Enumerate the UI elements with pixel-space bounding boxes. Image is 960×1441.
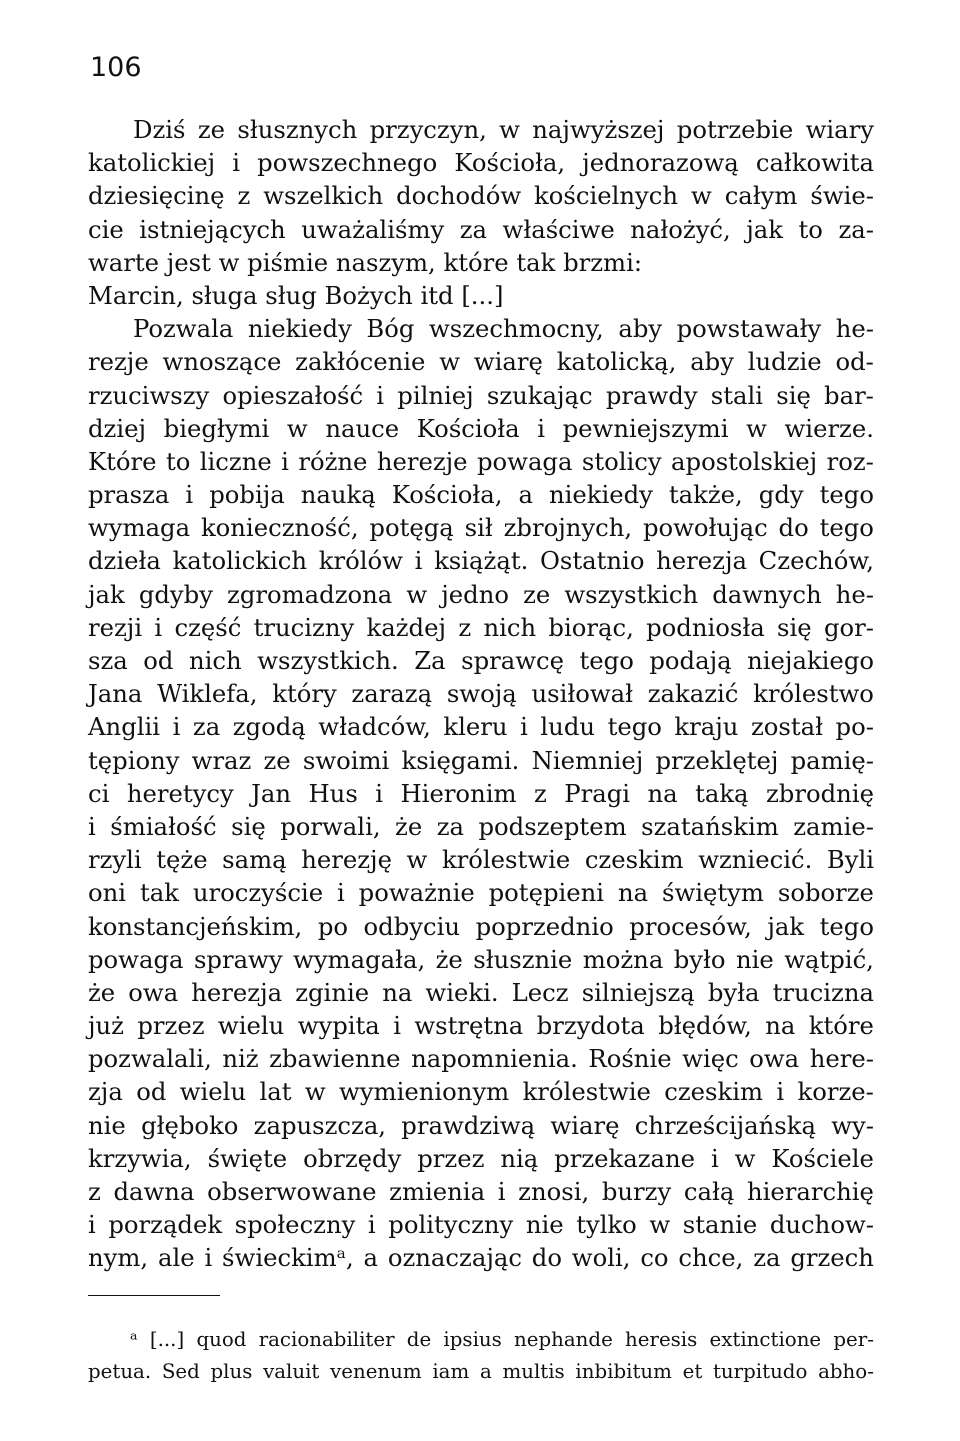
text-line-32: krzywia, święte obrzędy przez nią przekazane i w Kościele — [88, 1143, 874, 1173]
text-line-15: jak gdyby zgromadzona w jedno ze wszystkich dawnych he- — [88, 579, 874, 609]
text-line-26: powaga sprawy wymagała, że słusznie można było nie wątpić, — [88, 944, 874, 974]
text-line-6: Marcin, sługa sług Bożych itd [...] — [88, 280, 504, 310]
footnote-line-2: petua. Sed plus valuit venenum iam a multis inbibitum et turpitudo abho- — [88, 1360, 874, 1383]
text-line-8: rezje wnoszące zakłócenie w wiarę katolicką, aby ludzie od- — [88, 347, 874, 377]
text-line-2: katolickiej i powszechnego Kościoła, jednorazową całkowita — [88, 148, 874, 178]
page-number: 106 — [90, 52, 142, 83]
text-line-1: Dziś ze słusznych przyczyn, w najwyższej potrzebie wiary — [133, 115, 874, 144]
text-line-17: sza od nich wszystkich. Za sprawcę tego podają niejakiego — [88, 646, 874, 675]
text-line-11: Które to liczne i różne herezje powaga stolicy apostolskiej roz- — [88, 446, 874, 476]
text-line-23: rzyli tęże samą herezję w królestwie czeskim wzniecić. Byli — [88, 845, 874, 875]
footnote-line-1: ᵃ [...] quod racionabiliter de ipsius nephande heresis extinctione per- — [130, 1328, 874, 1351]
text-line-28: już przez wielu wypita i wstrętna brzydota błędów, na które — [88, 1011, 874, 1041]
body-text — [88, 113, 874, 1275]
text-line-5: warte jest w piśmie naszym, które tak brzmi: — [88, 247, 643, 277]
text-line-13: wymaga konieczność, potęgą sił zbrojnych, powołując do tego — [88, 513, 874, 543]
text-line-24: oni tak uroczyście i poważnie potępieni na świętym soborze — [88, 878, 874, 908]
text-line-30: zja od wielu lat w wymienionym królestwie czeskim i korze- — [88, 1077, 874, 1107]
footnotes — [88, 1324, 874, 1388]
text-line-14: dzieła katolickich królów i książąt. Ostatnio herezja Czechów, — [88, 546, 874, 576]
text-line-35: nym, ale i świeckimᵃ, a oznaczając do woli, co chce, za grzech — [88, 1243, 874, 1273]
text-line-34: i porządek społeczny i polityczny nie tylko w stanie duchow- — [88, 1210, 874, 1240]
text-line-4: cie istniejących uważaliśmy za właściwe nałożyć, jak to za- — [88, 214, 874, 244]
text-line-29: pozwalali, niż zbawienne napomnienia. Rośnie więc owa here- — [88, 1044, 874, 1074]
text-line-10: dziej biegłymi w nauce Kościoła i pewniejszymi w wierze. — [88, 413, 874, 443]
text-line-33: z dawna obserwowane zmienia i znosi, burzy całą hierarchię — [88, 1177, 874, 1206]
text-line-27: że owa herezja zginie na wieki. Lecz silniejszą była trucizna — [88, 977, 874, 1007]
text-line-16: rezji i część trucizny każdej z nich biorąc, podniosła się gor- — [88, 612, 874, 642]
text-line-12: prasza i pobija nauką Kościoła, a niekiedy także, gdy tego — [88, 480, 874, 510]
text-line-22: i śmiałość się porwali, że za podszeptem szatańskim zamie- — [88, 811, 874, 841]
footnote-divider — [88, 1295, 220, 1296]
text-line-9: rzuciwszy opieszałość i pilniej szukając prawdy stali się bar- — [88, 380, 874, 410]
text-line-18: Jana Wiklefa, który zarazą swoją usiłował zakazić królestwo — [88, 679, 874, 709]
text-line-19: Anglii i za zgodą władców, kleru i ludu tego kraju został po- — [88, 712, 874, 742]
text-line-7: Pozwala niekiedy Bóg wszechmocny, aby powstawały he- — [133, 314, 874, 344]
text-line-21: ci heretycy Jan Hus i Hieronim z Pragi na taką zbrodnię — [88, 778, 874, 808]
text-line-25: konstancjeńskim, po odbyciu poprzednio procesów, jak tego — [88, 911, 874, 941]
text-line-3: dziesięcinę z wszelkich dochodów kościelnych w całym świe- — [88, 181, 874, 211]
text-line-31: nie głęboko zapuszcza, prawdziwą wiarę chrześcijańską wy- — [88, 1110, 874, 1140]
text-line-20: tępiony wraz ze swoimi księgami. Niemniej przeklętej pamię- — [88, 745, 874, 775]
